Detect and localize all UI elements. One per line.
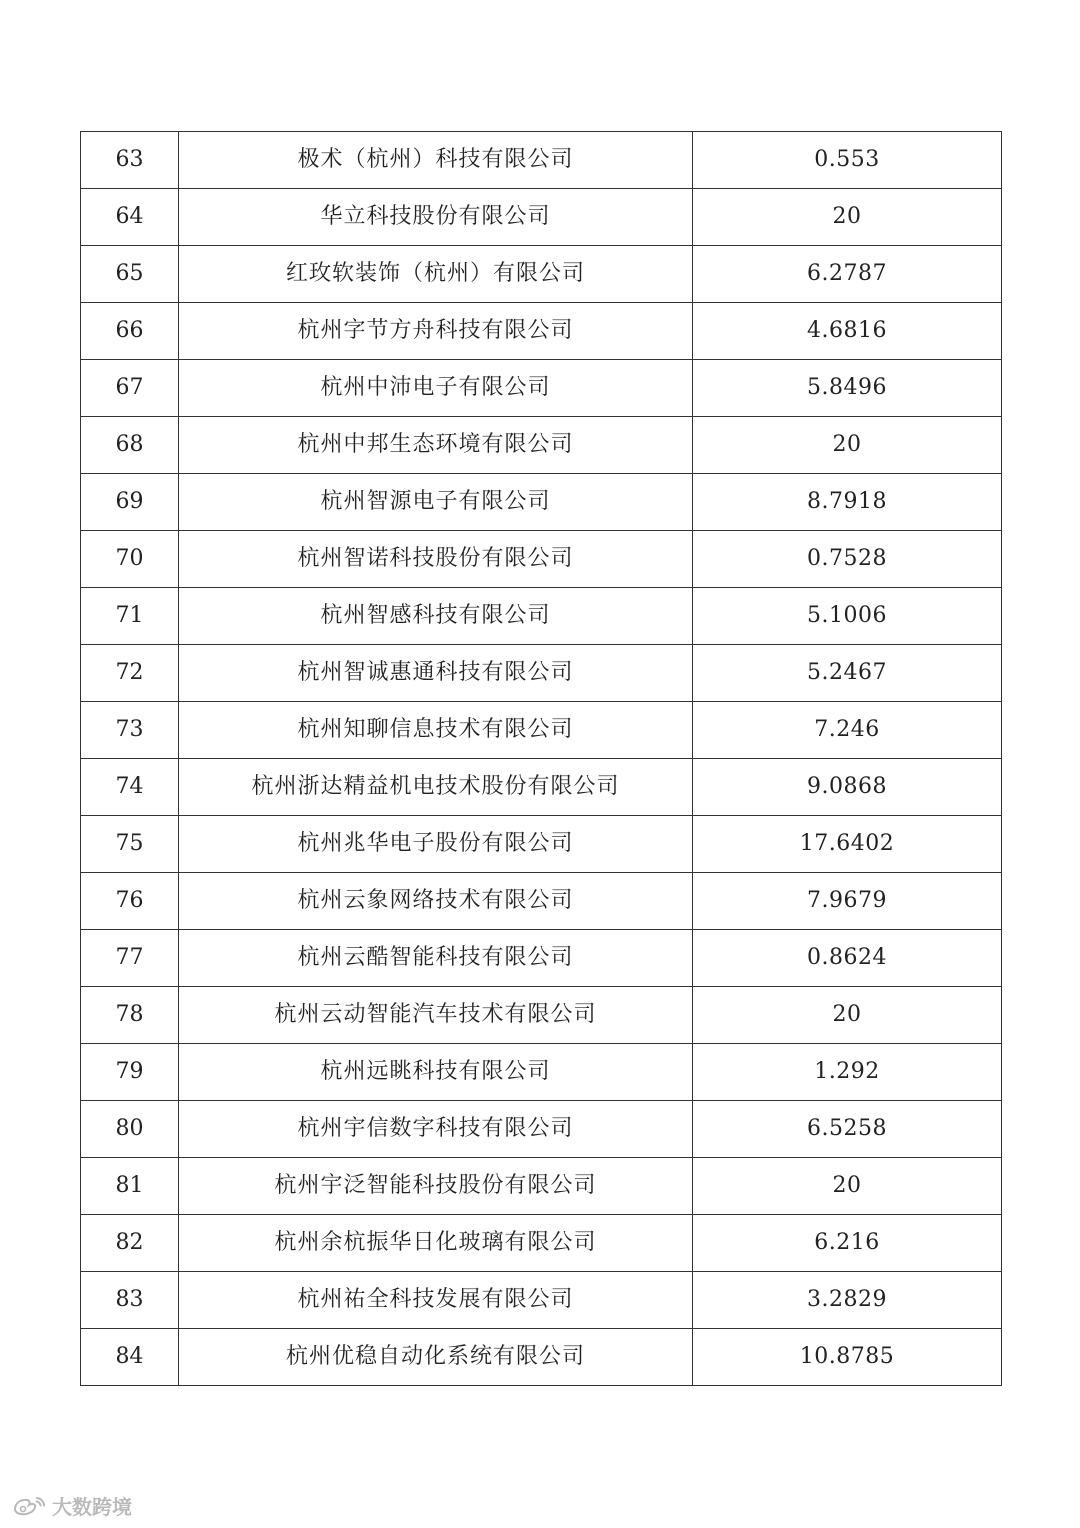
row-index: 77 <box>81 930 179 987</box>
company-name: 华立科技股份有限公司 <box>179 189 693 246</box>
company-name: 杭州智诚惠通科技有限公司 <box>179 645 693 702</box>
table-row <box>81 531 1002 588</box>
row-value: 7.9679 <box>693 873 1002 930</box>
table-row <box>81 1272 1002 1329</box>
row-index: 82 <box>81 1215 179 1272</box>
row-index: 75 <box>81 816 179 873</box>
row-index: 74 <box>81 759 179 816</box>
table-row <box>81 816 1002 873</box>
company-name: 杭州宇泛智能科技股份有限公司 <box>179 1158 693 1215</box>
company-table <box>80 131 1002 1386</box>
table-row <box>81 360 1002 417</box>
row-index: 76 <box>81 873 179 930</box>
row-index: 78 <box>81 987 179 1044</box>
company-name: 杭州浙达精益机电技术股份有限公司 <box>179 759 693 816</box>
row-index: 83 <box>81 1272 179 1329</box>
row-value: 4.6816 <box>693 303 1002 360</box>
table-row <box>81 1158 1002 1215</box>
row-value: 0.8624 <box>693 930 1002 987</box>
row-value: 5.1006 <box>693 588 1002 645</box>
row-index: 64 <box>81 189 179 246</box>
row-index: 70 <box>81 531 179 588</box>
table-row <box>81 303 1002 360</box>
row-value: 8.7918 <box>693 474 1002 531</box>
table-row <box>81 645 1002 702</box>
row-index: 63 <box>81 132 179 189</box>
row-index: 66 <box>81 303 179 360</box>
company-name: 杭州智诺科技股份有限公司 <box>179 531 693 588</box>
company-name: 杭州云动智能汽车技术有限公司 <box>179 987 693 1044</box>
row-index: 79 <box>81 1044 179 1101</box>
table-row <box>81 588 1002 645</box>
company-name: 杭州宇信数字科技有限公司 <box>179 1101 693 1158</box>
table-row <box>81 759 1002 816</box>
company-name: 极术（杭州）科技有限公司 <box>179 132 693 189</box>
table-body <box>81 132 1002 1386</box>
company-name: 杭州兆华电子股份有限公司 <box>179 816 693 873</box>
company-name: 杭州中沛电子有限公司 <box>179 360 693 417</box>
row-value: 5.2467 <box>693 645 1002 702</box>
watermark-text: 大数跨境 <box>52 1494 132 1519</box>
company-name: 杭州字节方舟科技有限公司 <box>179 303 693 360</box>
row-value: 9.0868 <box>693 759 1002 816</box>
company-name: 杭州智感科技有限公司 <box>179 588 693 645</box>
row-value: 20 <box>693 987 1002 1044</box>
row-value: 20 <box>693 189 1002 246</box>
row-value: 6.2787 <box>693 246 1002 303</box>
company-name: 杭州远眺科技有限公司 <box>179 1044 693 1101</box>
row-value: 0.7528 <box>693 531 1002 588</box>
row-index: 68 <box>81 417 179 474</box>
row-value: 0.553 <box>693 132 1002 189</box>
row-index: 73 <box>81 702 179 759</box>
row-value: 17.6402 <box>693 816 1002 873</box>
company-name: 杭州云酷智能科技有限公司 <box>179 930 693 987</box>
table-row <box>81 417 1002 474</box>
row-index: 67 <box>81 360 179 417</box>
company-name: 杭州云象网络技术有限公司 <box>179 873 693 930</box>
row-index: 81 <box>81 1158 179 1215</box>
table-row <box>81 246 1002 303</box>
table-row <box>81 873 1002 930</box>
row-value: 7.246 <box>693 702 1002 759</box>
company-name: 杭州知聊信息技术有限公司 <box>179 702 693 759</box>
row-value: 1.292 <box>693 1044 1002 1101</box>
company-name: 杭州优稳自动化系统有限公司 <box>179 1329 693 1386</box>
row-index: 72 <box>81 645 179 702</box>
company-name: 杭州中邦生态环境有限公司 <box>179 417 693 474</box>
table-row <box>81 1329 1002 1386</box>
row-value: 20 <box>693 1158 1002 1215</box>
row-value: 5.8496 <box>693 360 1002 417</box>
row-value: 6.5258 <box>693 1101 1002 1158</box>
company-name: 杭州祐全科技发展有限公司 <box>179 1272 693 1329</box>
row-index: 80 <box>81 1101 179 1158</box>
table-row <box>81 474 1002 531</box>
watermark <box>10 1492 132 1518</box>
table-row <box>81 987 1002 1044</box>
table-row <box>81 132 1002 189</box>
weibo-logo-icon <box>10 1493 48 1517</box>
company-name: 红玫软装饰（杭州）有限公司 <box>179 246 693 303</box>
row-index: 84 <box>81 1329 179 1386</box>
row-index: 71 <box>81 588 179 645</box>
row-index: 65 <box>81 246 179 303</box>
row-value: 6.216 <box>693 1215 1002 1272</box>
row-index: 69 <box>81 474 179 531</box>
row-value: 20 <box>693 417 1002 474</box>
table-row <box>81 1215 1002 1272</box>
company-name: 杭州智源电子有限公司 <box>179 474 693 531</box>
table-row <box>81 1101 1002 1158</box>
table-row <box>81 930 1002 987</box>
row-value: 3.2829 <box>693 1272 1002 1329</box>
row-value: 10.8785 <box>693 1329 1002 1386</box>
table-row <box>81 189 1002 246</box>
table-row <box>81 702 1002 759</box>
company-name: 杭州余杭振华日化玻璃有限公司 <box>179 1215 693 1272</box>
table-row <box>81 1044 1002 1101</box>
